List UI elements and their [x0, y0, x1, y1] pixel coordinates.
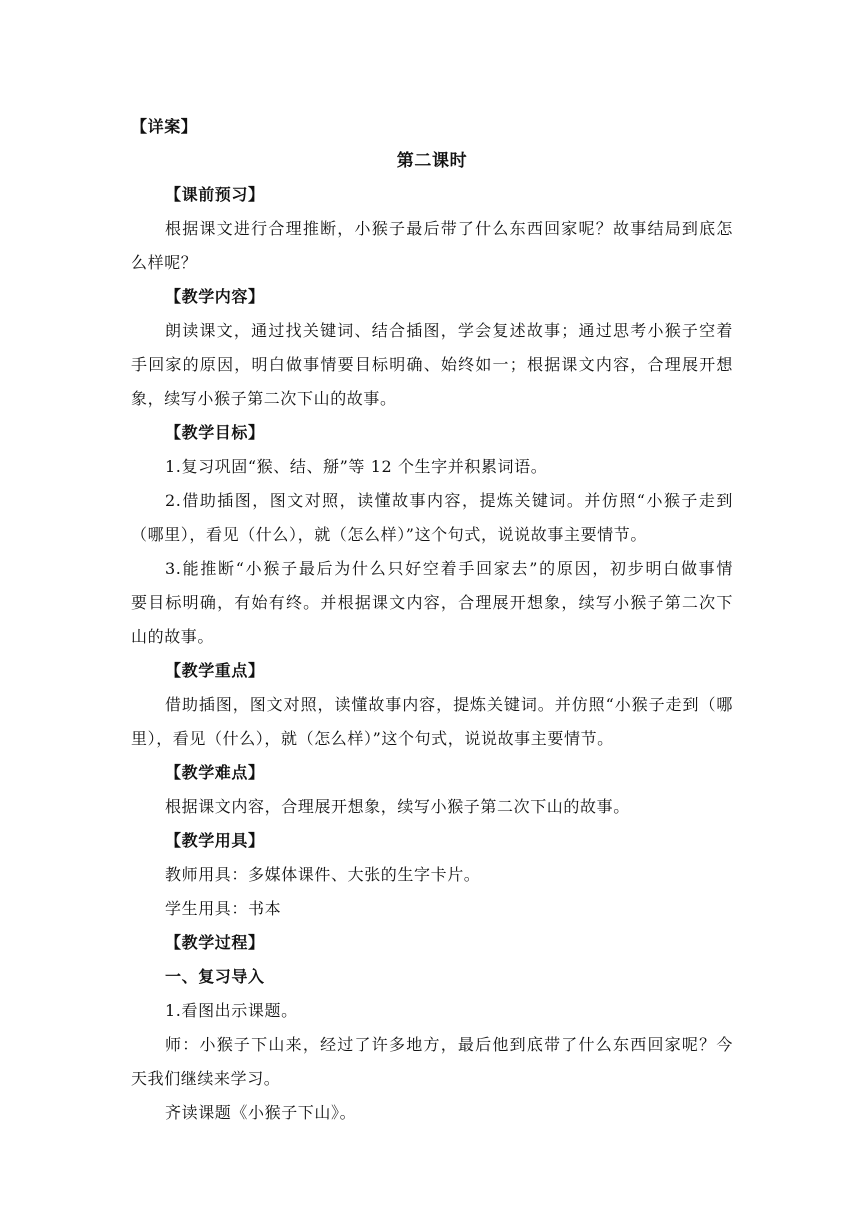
lesson-title: 第二课时: [396, 151, 468, 171]
teacher-tools: 教师用具：多媒体课件、大张的生字卡片。: [165, 865, 481, 884]
goal-item: 3.能推断“小猴子最后为什么只好空着手回家去”的原因，初步明白做事情: [165, 559, 733, 578]
key-points-heading: 【教学重点】: [165, 661, 265, 680]
content-text-line: 象，续写小猴子第二次下山的故事。: [131, 389, 397, 408]
content-text-line: 手回家的原因，明白做事情要目标明确、始终如一；根据课文内容，合理展开想: [131, 355, 733, 374]
goals-heading: 【教学目标】: [165, 423, 265, 442]
difficulty-heading: 【教学难点】: [165, 763, 265, 782]
step1-heading: 一、复习导入: [165, 967, 265, 986]
preview-text-line: 么样呢？: [131, 253, 198, 272]
student-tools: 学生用具：书本: [165, 899, 282, 918]
step1-dialogue-line: 天我们继续来学习。: [131, 1069, 281, 1088]
tools-heading: 【教学用具】: [165, 831, 265, 850]
key-points-text-line: 里），看见（什么），就（怎么样）”这个句式，说说故事主要情节。: [131, 729, 614, 748]
step1-dialogue-line: 师：小猴子下山来，经过了许多地方，最后他到底带了什么东西回家呢？今: [165, 1035, 733, 1054]
process-heading: 【教学过程】: [165, 933, 265, 952]
goal-item-continued: 山的故事。: [131, 627, 215, 646]
difficulty-text: 根据课文内容，合理展开想象，续写小猴子第二次下山的故事。: [165, 797, 630, 816]
goal-item-continued: （哪里），看见（什么），就（怎么样）”这个句式，说说故事主要情节。: [131, 525, 647, 544]
preview-heading: 【课前预习】: [165, 185, 265, 204]
goal-item: 2.借助插图，图文对照，读懂故事内容，提炼关键词。并仿照“小猴子走到: [165, 491, 733, 510]
content-heading: 【教学内容】: [165, 287, 265, 306]
step1-item: 1.看图出示课题。: [165, 1001, 298, 1020]
preview-text-line: 根据课文进行合理推断，小猴子最后带了什么东西回家呢？故事结局到底怎: [165, 219, 733, 238]
key-points-text-line: 借助插图，图文对照，读懂故事内容，提炼关键词。并仿照“小猴子走到（哪: [165, 695, 733, 714]
goal-item: 1.复习巩固“猴、结、掰”等 12 个生字并积累词语。: [165, 457, 548, 476]
step1-item: 齐读课题《小猴子下山》。: [165, 1103, 357, 1122]
goal-item-continued: 要目标明确，有始有终。并根据课文内容，合理展开想象，续写小猴子第二次下: [131, 593, 733, 612]
content-text-line: 朗读课文，通过找关键词、结合插图，学会复述故事；通过思考小猴子空着: [165, 321, 733, 340]
detail-plan-tag: 【详案】: [131, 117, 198, 136]
document-body: [131, 110, 733, 1130]
